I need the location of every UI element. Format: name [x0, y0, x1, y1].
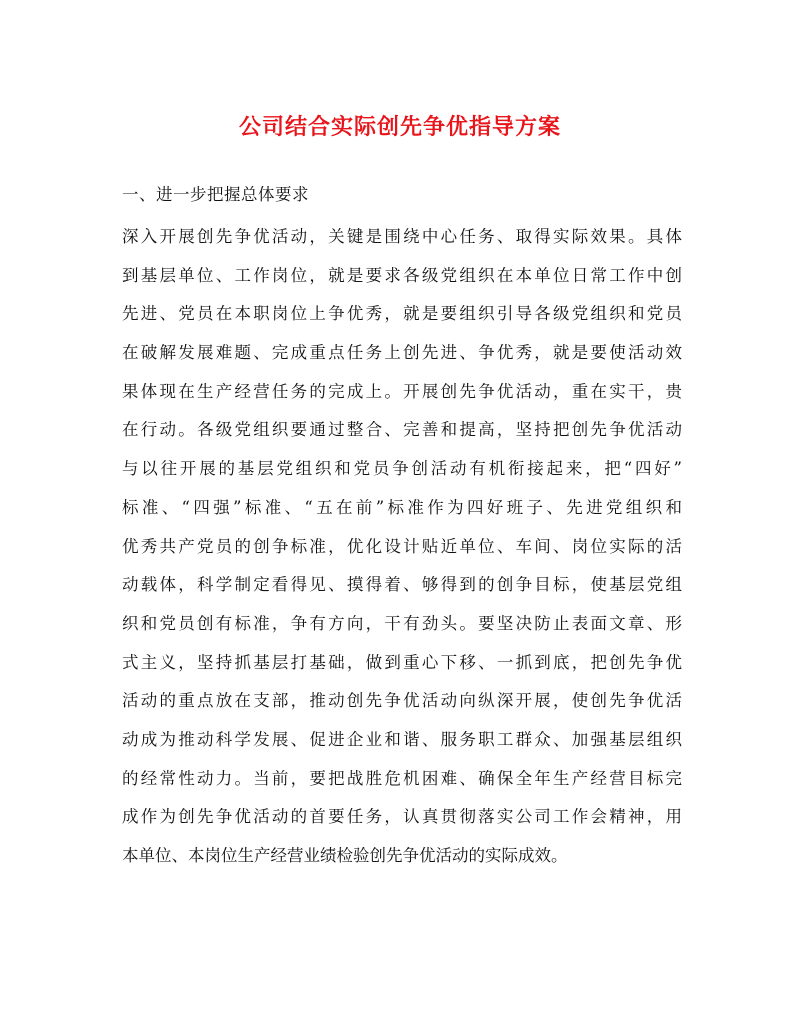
- body-line: 动成为推动科学发展、促进企业和谐、服务职工群众、加强基层组织: [122, 729, 682, 749]
- body-line: 织和党员创有标准，争有方向，干有劲头。要坚决防止表面文章、形: [122, 613, 682, 633]
- body-line: 的经常性动力。当前，要把战胜危机困难、确保全年生产经营目标完: [122, 768, 682, 788]
- body-line: 优秀共产党员的创争标准，优化设计贴近单位、车间、岗位实际的活: [122, 536, 682, 556]
- body-line: 到基层单位、工作岗位，就是要求各级党组织在本单位日常工作中创: [122, 265, 682, 285]
- body-line: 与以往开展的基层党组织和党员争创活动有机衔接起来，把“四好”: [122, 459, 682, 479]
- document-title: 公司结合实际创先争优指导方案: [238, 114, 561, 140]
- body-line: 果体现在生产经营任务的完成上。开展创先争优活动，重在实干，贵: [122, 381, 682, 401]
- section-heading: 一、进一步把握总体要求: [122, 185, 309, 204]
- body-line: 式主义，坚持抓基层打基础，做到重心下移、一抓到底，把创先争优: [122, 652, 682, 672]
- body-line: 深入开展创先争优活动，关键是围绕中心任务、取得实际效果。具体: [122, 227, 682, 246]
- body-line: 活动的重点放在支部，推动创先争优活动向纵深开展，使创先争优活: [122, 691, 682, 711]
- body-line: 先进、党员在本职岗位上争优秀，就是要组织引导各级党组织和党员: [122, 304, 682, 324]
- body-text: [122, 218, 682, 876]
- body-line: 本单位、本岗位生产经营业绩检验创先争优活动的实际成效。: [122, 846, 568, 865]
- body-line: 标准、“四强”标准、“五在前”标准作为四好班子、先进党组织和: [122, 497, 682, 517]
- body-line: 在破解发展难题、完成重点任务上创先进、争优秀，就是要使活动效: [122, 343, 682, 363]
- body-line: 在行动。各级党组织要通过整合、完善和提高，坚持把创先争优活动: [122, 420, 682, 440]
- body-line: 动载体，科学制定看得见、摸得着、够得到的创争目标，使基层党组: [122, 575, 682, 595]
- body-line: 成作为创先争优活动的首要任务，认真贯彻落实公司工作会精神，用: [122, 807, 682, 827]
